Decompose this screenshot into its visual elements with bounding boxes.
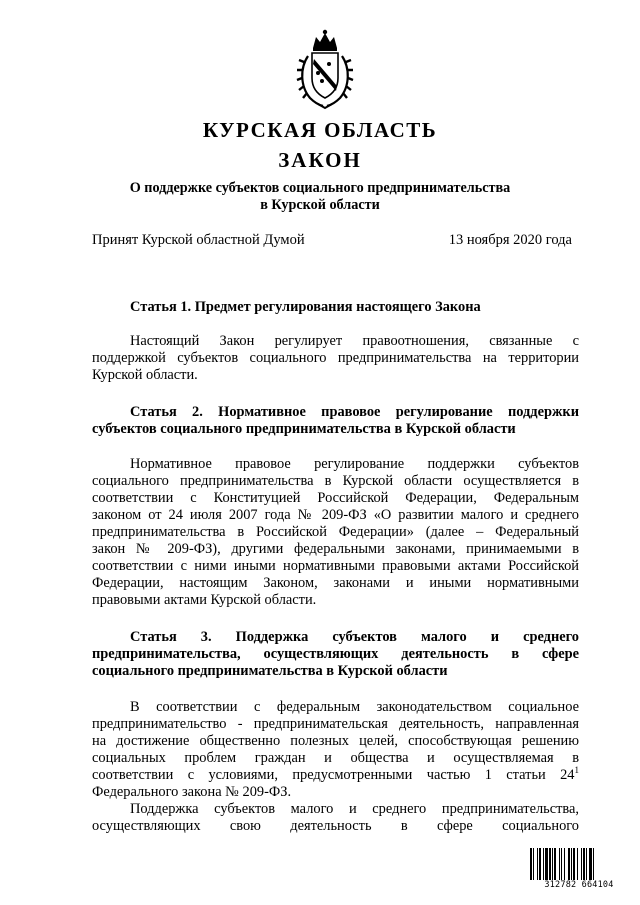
text-line: соответствии с Конституцией Российской Федерации, Федеральным [92, 490, 579, 506]
text-line [92, 767, 579, 784]
adopted-by: Принят Курской областной Думой [92, 232, 305, 248]
barcode-icon [530, 848, 628, 880]
law-title-line: О поддержке субъектов социального предпринимательства [129, 180, 511, 196]
article-2-text [92, 456, 579, 609]
heading-line: предпринимательства, осуществляющих деятельность в сфере [92, 646, 579, 662]
text-line: социального предпринимательства в Курской области осуществляется в [92, 473, 579, 489]
text-line: Федерации, настоящим Законом, законами и иными нормативными [92, 575, 579, 591]
kursk-coat-of-arms-icon [296, 28, 354, 110]
article-3-heading [92, 629, 579, 680]
article-3-text [92, 699, 579, 835]
text-line: поддержкой субъектов социального предпринимательства на территории [92, 350, 579, 366]
region-heading: КУРСКАЯ ОБЛАСТЬ [202, 118, 438, 142]
text-line: на достижение общественно полезных целей, способствующая решению [92, 733, 579, 749]
heading-line: Статья 2. Нормативное правовое регулирование поддержки [130, 404, 579, 420]
text-line: законом от 24 июля 2007 года № 209-ФЗ «О развитии малого и среднего [92, 507, 579, 523]
heading-line: Статья 3. Поддержка субъектов малого и среднего [130, 629, 579, 645]
superscript: 1 [574, 765, 579, 775]
adopted-date: 13 ноября 2020 года [448, 232, 572, 248]
text-line: соответствии с ними иными нормативными правовыми актами Российской [92, 558, 579, 574]
barcode-number: 312782 664104 [544, 880, 614, 890]
text-line: Нормативное правовое регулирование поддержки субъектов [130, 456, 579, 472]
text-line: Поддержка субъектов малого и среднего предпринимательства, [130, 801, 579, 817]
document-type-heading: ЗАКОН [278, 148, 362, 172]
text-line: Федерального закона № 209-ФЗ. [92, 784, 292, 800]
heading-line: социального предпринимательства в Курской области [92, 663, 448, 679]
law-title [0, 180, 640, 214]
text-line: Курской области. [92, 367, 198, 383]
law-title-line: в Курской области [260, 197, 380, 213]
text-line: закон № 209-ФЗ), другими федеральными законами, принимаемыми в [92, 541, 579, 557]
article-1-heading: Статья 1. Предмет регулирования настоящего Закона [130, 299, 481, 315]
text-line: предпринимательства в Российской Федерации» (далее – Федеральный [92, 524, 579, 540]
text-line-content: соответствии с условиями, предусмотренными частью 1 статьи 24 [92, 767, 575, 783]
text-line: социальных проблем граждан и общества и осуществляемая в [92, 750, 579, 766]
text-line: правовыми актами Курской области. [92, 592, 317, 608]
text-line: В соответствии с федеральным законодательством социальное [130, 699, 579, 715]
article-1-text [92, 333, 579, 384]
text-line: предпринимательство - предпринимательская деятельность, направленная [92, 716, 579, 732]
article-2-heading [92, 404, 579, 438]
text-line: осуществляющих свою деятельность в сфере социального [92, 818, 579, 834]
text-line: Настоящий Закон регулирует правоотношения, связанные с [130, 333, 579, 349]
heading-line: субъектов социального предпринимательства в Курской области [92, 421, 516, 437]
